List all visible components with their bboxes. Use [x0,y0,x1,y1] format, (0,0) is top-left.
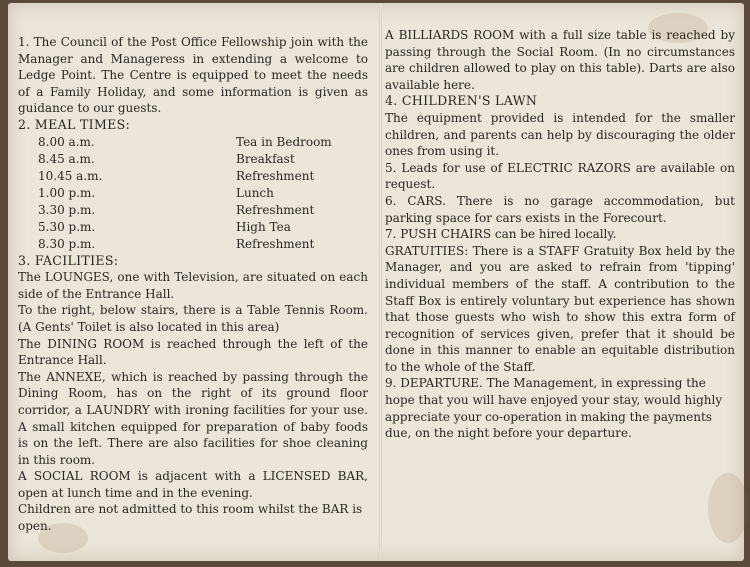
meal-name: Refreshment [236,202,315,217]
push-chairs-paragraph: 7. PUSH CHAIRS can be hired locally. [385,227,617,242]
departure-paragraph: 9. DEPARTURE. The Management, in expressing the hope that you will have enjoyed your stay, would highly appreciate your co-operation in making the payments due, on the night before your departure. [385,376,723,441]
meal-name: Refreshment [236,236,315,251]
right-column [385,3,735,442]
meal-name: High Tea [236,219,291,234]
meal-time: 8.30 p.m. [38,236,96,251]
meal-time: 1.00 p.m. [38,185,96,200]
meal-time-row [38,236,368,253]
meal-name: Lunch [236,185,274,200]
meal-time-row [38,134,368,151]
meal-name: Breakfast [236,151,295,166]
billiards-paragraph: A BILLIARDS ROOM with a full size table is reached by passing through the Social Room. (In no circumstances are children allowed to play on this table). Darts are also available here. [385,28,735,92]
annexe-paragraph: The ANNEXE, which is reached by passing through the Dining Room, has on the right of its ground floor corridor, a LAUNDRY with ironing facilities for your use. A small kitchen equipped for preparation of baby foods is on the left. There are also facilities for shoe cleaning in this room. [18,369,368,467]
meal-time: 5.30 p.m. [38,219,96,234]
meal-time: 10.45 a.m. [38,168,103,183]
meal-time-row [38,219,368,236]
meal-time: 8.00 a.m. [38,134,95,149]
welcome-paragraph: 1. The Council of the Post Office Fellowship join with the Manager and Manageress in extending a welcome to Ledge Point. The Centre is equipped to meet the needs of a Family Holiday, and some information is given as guidance to our guests. [18,35,368,116]
left-column [18,3,368,535]
gratuities-paragraph: GRATUITIES: There is a STAFF Gratuity Box held by the Manager, and you are asked to refrain from 'tipping' individual members of the staff. A contribution to the Staff Box is entirely voluntary but experience has shown that those guests who wish to show this extra form of recognition of services given, prefer that it should be done in this manner to enable an equitable distribution to the whole of the Staff. [385,243,735,374]
meal-name: Refreshment [236,168,315,183]
meal-time-row [38,185,368,202]
dining-room-paragraph: The DINING ROOM is reached through the left of the Entrance Hall. [18,336,368,368]
cars-paragraph: 6. CARS. There is no garage accommodation, but parking space for cars exists in the Forecourt. [385,193,735,225]
meal-time: 8.45 a.m. [38,151,95,166]
social-room-paragraph: A SOCIAL ROOM is adjacent with a LICENSED BAR, open at lunch time and in the evening. [18,469,368,500]
table-tennis-paragraph: To the right, below stairs, there is a Table Tennis Room. (A Gents' Toilet is also located in this area) [18,303,368,334]
childrens-lawn-paragraph: The equipment provided is intended for the smaller children, and parents can help by discouraging the older ones from using it. [385,110,735,159]
meal-times-table [38,134,368,253]
lounges-paragraph: The LOUNGES, one with Television, are situated on each side of the Entrance Hall. [18,270,368,301]
facilities-heading: 3. FACILITIES: [18,252,119,268]
information-card [8,3,744,561]
meal-time-row [38,202,368,219]
meal-time: 3.30 p.m. [38,202,96,217]
childrens-lawn-heading: 4. CHILDREN'S LAWN [385,93,538,109]
electric-razors-paragraph: 5. Leads for use of ELECTRIC RAZORS are available on request. [385,160,735,192]
meal-times-heading: 2. MEAL TIMES: [18,116,131,132]
meal-time-row [38,168,368,185]
children-bar-paragraph: Children are not admitted to this room whilst the BAR is open. [18,502,363,534]
meal-name: Tea in Bedroom [236,134,332,149]
meal-time-row [38,151,368,168]
card-fold [379,3,382,561]
